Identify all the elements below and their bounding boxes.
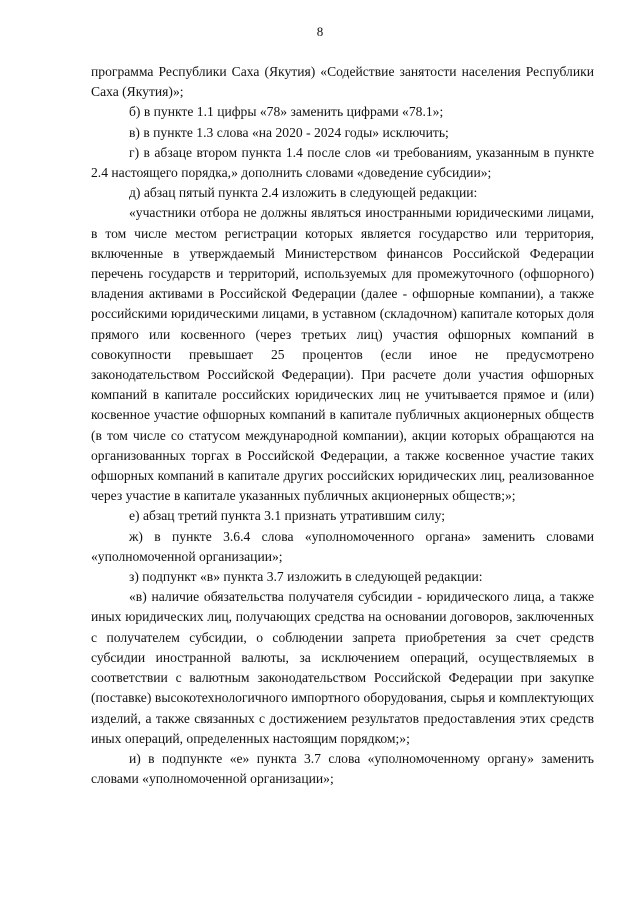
paragraph-quoted-subitem-v: «в) наличие обязательства получателя субсидии - юридического лица, а также иных юридических лиц, получающих средства на основании договоров, заключенных с получателем субсидии, о соблюдении запрета приобретения за счет средств субсидии иностранной валюты, за исключением операций, осуществляемых в соответствии с валютным законодательством Российской Федерации при закупке (поставке) высокотехнологичного импортного оборудования, сырья и комплектующих изделий, а также связанных с достижением результатов предоставления этих средств иных операций, определенных настоящим порядком;»; — [91, 589, 594, 746]
page-number: 8 — [316, 24, 324, 39]
paragraph-item-v: в) в пункте 1.3 слова «на 2020 - 2024 годы» исключить; — [129, 124, 449, 140]
paragraph-item-zh: ж) в пункте 3.6.4 слова «уполномоченного органа» заменить словами «уполномоченной организации»; — [91, 528, 594, 564]
paragraph-program-title-continuation: программа Республики Саха (Якутия) «Содействие занятости населения Республики Саха (Якутия)»; — [91, 64, 594, 100]
paragraph-item-i: и) в подпункте «е» пункта 3.7 слова «уполномоченному органу» заменить словами «уполномоченной организации»; — [91, 750, 594, 787]
document-body — [91, 62, 594, 789]
paragraph-item-z: з) подпункт «в» пункта 3.7 изложить в следующей редакции: — [129, 569, 483, 585]
paragraph-quoted-offshore-requirement: «участники отбора не должны являться иностранными юридическими лицами, в том числе местом регистрации которых является государство или территория, включенные в утверждаемый Министерством финансов Российской Федерации перечень государств и территорий, используемых для промежуточного (офшорного) владения активами в Российской Федерации (далее - офшорные компании), а также российскими юридическими лицами, в уставном (складочном) капитале которых доля прямого или косвенного (через третьих лиц) участия офшорных компаний в совокупности превышает 25 процентов (если иное не предусмотрено законодательством Российской Федерации). При расчете доли участия офшорных компаний в капитале российских юридических лиц не учитывается прямое и (или) косвенное участие офшорных компаний в капитале публичных акционерных обществ (в том числе со статусом международной компании), акции которых обращаются на организованных торгах в Российской Федерации, а также косвенное участие таких офшорных компаний в капитале других российских юридических лиц, реализованное через участие в капитале указанных публичных акционерных обществ;»; — [91, 205, 594, 504]
paragraph-item-d: д) абзац пятый пункта 2.4 изложить в следующей редакции: — [129, 185, 478, 201]
paragraph-item-b: б) в пункте 1.1 цифры «78» заменить цифрами «78.1»; — [129, 104, 444, 120]
paragraph-item-g: г) в абзаце втором пункта 1.4 после слов «и требованиям, указанным в пункте 2.4 настоящего порядка,» дополнить словами «доведение субсидии»; — [91, 144, 594, 181]
paragraph-item-e: е) абзац третий пункта 3.1 признать утратившим силу; — [129, 508, 445, 524]
